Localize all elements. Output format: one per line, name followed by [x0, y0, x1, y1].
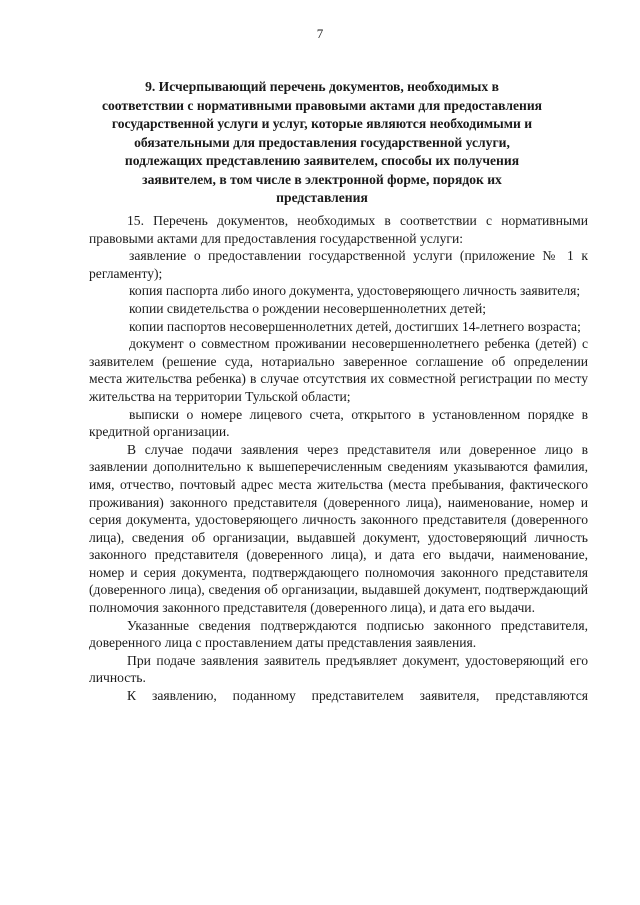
- list-item-account-statement: выписки о номере лицевого счета, открытого в установленном порядке в кредитной организации.: [89, 406, 588, 440]
- paragraph-representative-docs: К заявлению, поданному представителем заявителя, представляются: [127, 688, 588, 704]
- paragraph-representative: В случае подачи заявления через представителя или доверенное лицо в заявлении дополнительно к вышеперечисленным сведениям указываются фамилия, имя, отчество, почтовый адрес места жительства (места пребывания, фактического проживания) законного представителя (доверенного лица), наименование, номер и серия документа, удостоверяющего личность законного представителя (доверенного лица), сведения об организации, выдавшей документ, удостоверяющий личность законного представителя (доверенного лица), и дата его выдачи, наименование, номер и серия документа, подтверждающего полномочия законного представителя (доверенного лица), сведения об организации, выдавшей документ, подтверждающий полномочия законного представителя (доверенного лица), и дата его выдачи.: [89, 441, 588, 616]
- list-item-cohabitation-document: документ о совместном проживании несовершеннолетнего ребенка (детей) с заявителем (решение суда, нотариально заверенное соглашение об определении места жительства ребенка) в случае отсутствия их совместной регистрации по месту жительства на территории Тульской области;: [89, 336, 588, 404]
- paragraph-identity-document: При подаче заявления заявитель предъявляет документ, удостоверяющий его личность.: [89, 652, 588, 686]
- heading-line: соответствии с нормативными правовыми актами для предоставления: [101, 97, 543, 113]
- list-item-birth-certificates: копии свидетельства о рождении несовершеннолетних детей;: [129, 300, 487, 316]
- list-item-passport-copy: копия паспорта либо иного документа, удостоверяющего личность заявителя;: [129, 283, 581, 299]
- heading-line: заявителем, в том числе в электронной форме, порядок их: [142, 171, 502, 187]
- paragraph-item-15: 15. Перечень документов, необходимых в соответствии с нормативными правовыми актами для предоставления государственной услуги:: [89, 213, 588, 246]
- section-heading: [82, 78, 562, 208]
- list-item-application: заявление о предоставлении государственной услуги (приложение № 1 к регламенту);: [89, 248, 588, 281]
- heading-line: подлежащих представлению заявителем, способы их получения: [124, 153, 520, 168]
- list-item-children-passports: копии паспортов несовершеннолетних детей, достигших 14-летнего возраста;: [129, 318, 581, 334]
- heading-line: 9. Исчерпывающий перечень документов, необходимых в: [145, 79, 499, 94]
- page-number: 7: [316, 26, 324, 41]
- document-body: [89, 212, 588, 705]
- heading-line: обязательными для предоставления государственной услуги,: [134, 134, 510, 150]
- heading-line: государственной услуги и услуг, которые являются необходимыми и: [111, 116, 533, 131]
- heading-line: представления: [276, 190, 368, 205]
- paragraph-confirmation: Указанные сведения подтверждаются подписью законного представителя, доверенного лица с проставлением даты представления заявления.: [89, 617, 588, 651]
